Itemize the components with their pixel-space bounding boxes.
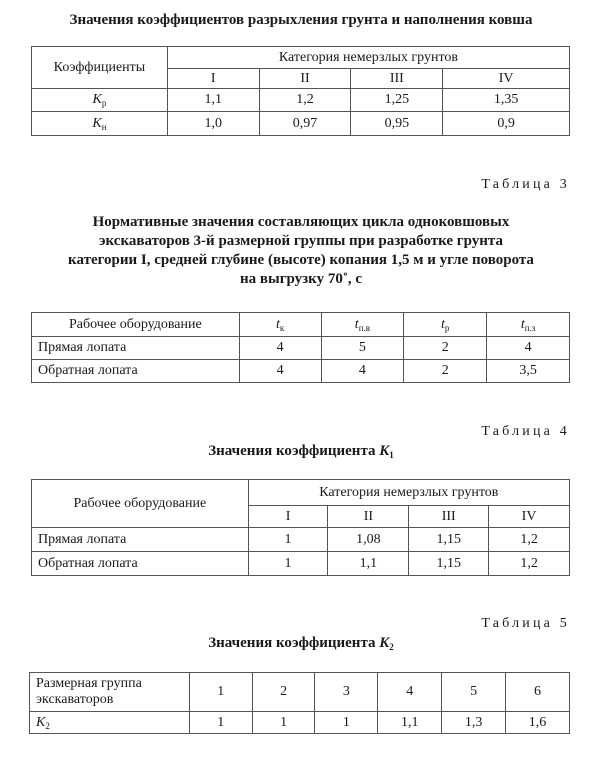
table5-group: 5 (442, 673, 506, 712)
table4-col-header: Рабочее оборудование (32, 480, 249, 528)
table3-cell: 4 (239, 337, 321, 360)
table2-cell: 1,1 (167, 89, 259, 112)
table4 (31, 479, 570, 576)
table5-cell: 1,6 (506, 712, 570, 734)
table4-row-name: Обратная лопата (32, 552, 249, 576)
table3-row-name: Прямая лопата (32, 337, 240, 360)
table5-group: 1 (189, 673, 252, 712)
table4-category: IV (489, 506, 570, 528)
table2-cell: 0,95 (351, 112, 443, 136)
table3-cell: 4 (239, 360, 321, 383)
table5-label: Таблица 5 (481, 616, 570, 631)
table3-col-header: Рабочее оборудование (32, 313, 240, 337)
table3-title-line: экскаваторов 3-й размерной группы при разработке грунта (99, 233, 503, 249)
table4-cell: 1 (248, 528, 328, 552)
table3-column-symbol: $t_р$ (404, 313, 487, 337)
table2-cell: 1,35 (443, 89, 570, 112)
table2-cell: 1,2 (259, 89, 351, 112)
table3-title-line: на выгрузку 70˚, с (239, 271, 363, 287)
table2-category: III (351, 69, 443, 89)
table3-cell: 5 (321, 337, 404, 360)
table2-col-header: Коэффициенты (32, 47, 168, 89)
table3-cell: 2 (404, 360, 487, 383)
table3-title-line: Нормативные значения составляющих цикла одноковшовых (92, 214, 510, 230)
table5-cell: 1 (315, 712, 378, 734)
table4-category: III (409, 506, 489, 528)
table4-cell: 1,08 (328, 528, 409, 552)
table4-cell: 1,1 (328, 552, 409, 576)
table3-title-line: категории I, средней глубине (высоте) копания 1,5 м и угле поворота (68, 252, 534, 268)
table4-cell: 1,2 (489, 552, 570, 576)
table3-title (0, 213, 602, 289)
table2-cell: 1,25 (351, 89, 443, 112)
table4-category: I (248, 506, 328, 528)
table2 (31, 46, 570, 136)
table5-row1-header: Размерная группа экскаваторов (30, 673, 190, 712)
table5-group: 2 (252, 673, 315, 712)
table3-cell: 2 (404, 337, 487, 360)
table2-group-header: Категория немерзлых грунтов (167, 47, 569, 69)
table3-cell: 4 (487, 337, 570, 360)
table5-cell: 1,3 (442, 712, 506, 734)
table5-group: 4 (378, 673, 442, 712)
table5-cell: 1 (252, 712, 315, 734)
table2-cell: 0,97 (259, 112, 351, 136)
table2-cell: 1,0 (167, 112, 259, 136)
table3-row-name: Обратная лопата (32, 360, 240, 383)
table2-cell: 0,9 (443, 112, 570, 136)
table4-cell: 1,2 (489, 528, 570, 552)
table5-row2-header: $K_2$ (30, 712, 190, 734)
table4-category: II (328, 506, 409, 528)
table5-title: Значения коэффициента $K_2$ (208, 635, 394, 652)
table2-category: I (167, 69, 259, 89)
table2-row-symbol: $K_н$ (32, 112, 168, 136)
table4-cell: 1,15 (409, 528, 489, 552)
table4-title: Значения коэффициента $K_1$ (208, 443, 394, 460)
table4-label: Таблица 4 (481, 424, 570, 439)
table3-column-symbol: $t_к$ (239, 313, 321, 337)
table5-cell: 1,1 (378, 712, 442, 734)
table4-cell: 1 (248, 552, 328, 576)
table3 (31, 312, 570, 383)
table5-group: 3 (315, 673, 378, 712)
table2-title: Значения коэффициентов разрыхления грунта и наполнения ковша (69, 12, 533, 28)
table4-group-header: Категория немерзлых грунтов (248, 480, 569, 506)
table2-row-symbol: $K_р$ (32, 89, 168, 112)
table3-label: Таблица 3 (481, 177, 570, 192)
table4-row-name: Прямая лопата (32, 528, 249, 552)
table2-category: IV (443, 69, 570, 89)
table3-cell: 3,5 (487, 360, 570, 383)
table3-column-symbol: $t_{п.з}$ (487, 313, 570, 337)
table5-cell: 1 (189, 712, 252, 734)
table5-group: 6 (506, 673, 570, 712)
table5 (29, 672, 570, 734)
table4-cell: 1,15 (409, 552, 489, 576)
table2-category: II (259, 69, 351, 89)
table3-column-symbol: $t_{п.в}$ (321, 313, 404, 337)
table3-cell: 4 (321, 360, 404, 383)
